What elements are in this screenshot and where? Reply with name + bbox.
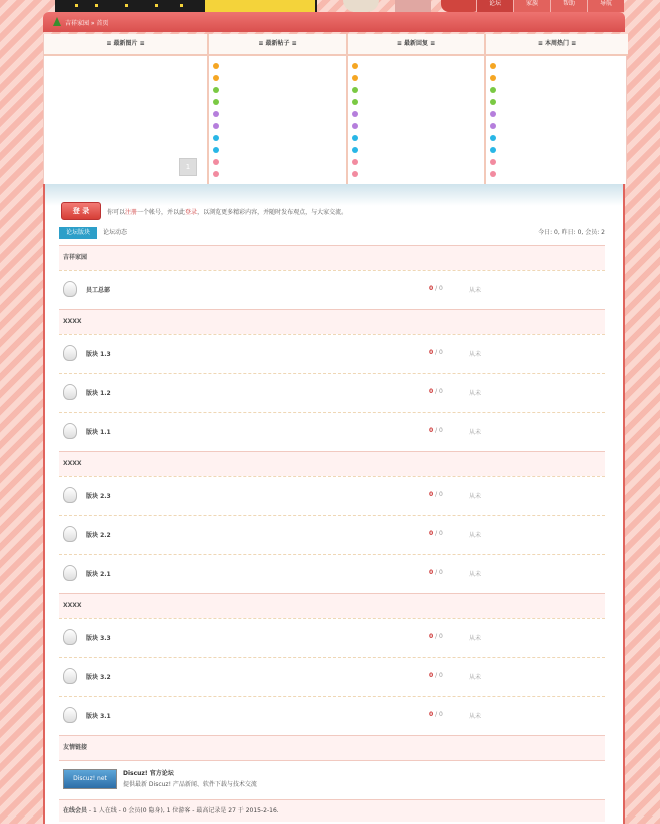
forum-counts: 0 / 0: [429, 285, 443, 292]
forum-counts: 0 / 0: [429, 711, 443, 718]
list-item[interactable]: [490, 60, 628, 72]
forum-tabs: [59, 227, 605, 241]
online-members: [59, 799, 605, 822]
forum-last-post: 从未: [469, 571, 482, 578]
list-item[interactable]: [213, 108, 346, 120]
forum-name[interactable]: 员工总部: [86, 287, 111, 294]
column-latest-posts: [209, 34, 348, 184]
online-label[interactable]: 在线会员: [63, 807, 88, 814]
forum-last-post: 从未: [469, 429, 482, 436]
list-item[interactable]: [490, 120, 628, 132]
list-item[interactable]: [490, 72, 628, 84]
list-item[interactable]: [490, 108, 628, 120]
bullet-list: [348, 56, 484, 180]
bullet-icon: [352, 75, 358, 81]
bullet-icon: [352, 87, 358, 93]
forum-name[interactable]: 版块 1.3: [86, 351, 111, 358]
column-title: ≡ 本周热门 ≡: [486, 34, 628, 56]
bullet-icon: [490, 123, 496, 129]
forum-icon: [63, 281, 77, 297]
notice-text: 一个帐号，并以此: [137, 209, 186, 216]
forum-icon: [63, 345, 77, 361]
forum-counts: 0 / 0: [429, 427, 443, 434]
forum-counts: 0 / 0: [429, 633, 443, 640]
column-latest-replies: [348, 34, 486, 184]
forum-name[interactable]: 版块 3.1: [86, 713, 111, 720]
forum-name[interactable]: 版块 3.3: [86, 635, 111, 642]
topnav-forum[interactable]: 论坛: [476, 0, 513, 12]
link-description: 提供最新 Discuz! 产品新闻、软件下载与技术交流: [123, 781, 257, 788]
bullet-icon: [213, 147, 219, 153]
bullet-icon: [352, 99, 358, 105]
online-text: - 1 人在线 - 0 会员(0 隐身), 1 位游客 - 最高记录是 27 于 2015-2-16.: [87, 807, 279, 814]
list-item[interactable]: [352, 108, 484, 120]
forum-row[interactable]: [59, 657, 605, 696]
bullet-icon: [213, 99, 219, 105]
breadcrumb[interactable]: 吉祥家园 » 首页: [65, 20, 109, 27]
list-item[interactable]: [352, 72, 484, 84]
column-weekly-hot: [486, 34, 628, 184]
bullet-icon: [352, 135, 358, 141]
list-item[interactable]: [490, 168, 628, 180]
list-item[interactable]: [490, 144, 628, 156]
forum-name[interactable]: 版块 2.2: [86, 532, 111, 539]
bullet-icon: [213, 171, 219, 177]
list-item[interactable]: [352, 84, 484, 96]
list-item[interactable]: [213, 120, 346, 132]
list-item[interactable]: [352, 132, 484, 144]
banner-ornament: [395, 0, 431, 12]
forum-name[interactable]: 版块 3.2: [86, 674, 111, 681]
link-name[interactable]: Discuz! 官方论坛: [123, 770, 174, 777]
register-link[interactable]: 注册: [125, 209, 138, 216]
forum-icon: [63, 565, 77, 581]
forum-counts: 0 / 0: [429, 491, 443, 498]
breadcrumb-bar: [43, 12, 625, 32]
category-header[interactable]: XXXX: [59, 593, 605, 618]
list-item[interactable]: [490, 84, 628, 96]
top-navigation: [476, 0, 624, 12]
notice-text: ，以浏览更多精彩内容，并随时发布观点，与大家交流。: [197, 209, 348, 216]
list-item[interactable]: [213, 84, 346, 96]
list-item[interactable]: [213, 72, 346, 84]
banner-skyline-art: [55, 0, 317, 12]
snow-decoration: [45, 184, 623, 206]
forum-row[interactable]: [59, 515, 605, 554]
site-stats: 今日: 0, 昨日: 0, 会员: 2: [538, 229, 605, 236]
forum-list: [59, 245, 605, 822]
list-item[interactable]: [490, 96, 628, 108]
category-header[interactable]: XXXX: [59, 451, 605, 476]
forum-icon: [63, 526, 77, 542]
bullet-list: [486, 56, 628, 180]
forum-main: [43, 184, 625, 824]
list-item[interactable]: [213, 168, 346, 180]
bullet-icon: [490, 147, 496, 153]
list-item[interactable]: [352, 156, 484, 168]
login-button[interactable]: 登 录: [61, 202, 101, 220]
list-item[interactable]: [352, 96, 484, 108]
column-title: ≡ 最新图片 ≡: [44, 34, 207, 56]
forum-row[interactable]: [59, 334, 605, 373]
christmas-tree-icon: [53, 17, 61, 26]
column-title: ≡ 最新帖子 ≡: [209, 34, 346, 56]
bullet-icon: [213, 135, 219, 141]
list-item[interactable]: [213, 144, 346, 156]
bullet-icon: [490, 111, 496, 117]
forum-icon: [63, 384, 77, 400]
forum-last-post: 从未: [469, 287, 482, 294]
list-item[interactable]: [490, 156, 628, 168]
list-item[interactable]: [213, 96, 346, 108]
forum-name[interactable]: 版块 2.1: [86, 571, 111, 578]
forum-row[interactable]: [59, 696, 605, 735]
forum-icon: [63, 423, 77, 439]
list-item[interactable]: [213, 60, 346, 72]
login-link[interactable]: 登录: [185, 209, 198, 216]
bullet-icon: [213, 159, 219, 165]
forum-last-post: 从未: [469, 390, 482, 397]
list-item[interactable]: [352, 120, 484, 132]
forum-row[interactable]: [59, 476, 605, 515]
forum-row[interactable]: [59, 618, 605, 657]
forum-icon: [63, 668, 77, 684]
bullet-icon: [490, 75, 496, 81]
forum-name[interactable]: 版块 1.2: [86, 390, 111, 397]
forum-icon: [63, 487, 77, 503]
notice-text: 你可以: [107, 209, 126, 216]
forum-icon: [63, 707, 77, 723]
forum-row[interactable]: [59, 373, 605, 412]
forum-last-post: 从未: [469, 713, 482, 720]
forum-name[interactable]: 版块 1.1: [86, 429, 111, 436]
forum-name[interactable]: 版块 2.3: [86, 493, 111, 500]
bullet-icon: [213, 111, 219, 117]
list-item[interactable]: [352, 168, 484, 180]
forum-last-post: 从未: [469, 674, 482, 681]
forum-counts: 0 / 0: [429, 530, 443, 537]
bullet-icon: [352, 159, 358, 165]
list-item[interactable]: [352, 144, 484, 156]
category-header[interactable]: XXXX: [59, 309, 605, 334]
bullet-icon: [352, 111, 358, 117]
forum-row[interactable]: [59, 270, 605, 309]
tab-forum-sections[interactable]: 论坛版块: [59, 227, 97, 239]
list-item[interactable]: [490, 132, 628, 144]
bullet-icon: [213, 63, 219, 69]
discuz-logo[interactable]: Discuz! net: [63, 769, 117, 789]
bullet-icon: [490, 171, 496, 177]
bullet-icon: [213, 75, 219, 81]
banner-ornament: [343, 0, 379, 12]
bullet-list: [209, 56, 346, 180]
banner-gift-art: [441, 0, 481, 12]
bullet-icon: [352, 147, 358, 153]
forum-last-post: 从未: [469, 635, 482, 642]
column-latest-images: [44, 34, 209, 184]
list-item[interactable]: [213, 132, 346, 144]
links-header: 友情链接: [59, 735, 605, 760]
bullet-icon: [352, 123, 358, 129]
link-row[interactable]: [59, 760, 605, 799]
forum-last-post: 从未: [469, 532, 482, 539]
bullet-icon: [490, 87, 496, 93]
topnav-family[interactable]: 家族: [513, 0, 550, 12]
forum-counts: 0 / 0: [429, 388, 443, 395]
portal-columns: [43, 34, 627, 184]
forum-counts: 0 / 0: [429, 672, 443, 679]
bullet-icon: [352, 63, 358, 69]
forum-icon: [63, 629, 77, 645]
bullet-icon: [490, 99, 496, 105]
forum-last-post: 从未: [469, 351, 482, 358]
topnav-guide[interactable]: 导航: [587, 0, 624, 12]
bullet-icon: [490, 159, 496, 165]
forum-row[interactable]: [59, 412, 605, 451]
register-notice: [107, 207, 347, 216]
bullet-icon: [490, 63, 496, 69]
bullet-icon: [213, 123, 219, 129]
forum-last-post: 从未: [469, 493, 482, 500]
topnav-help[interactable]: 帮助: [550, 0, 587, 12]
forum-counts: 0 / 0: [429, 349, 443, 356]
column-title: ≡ 最新回复 ≡: [348, 34, 484, 56]
bullet-icon: [213, 87, 219, 93]
bullet-icon: [490, 135, 496, 141]
bullet-icon: [352, 171, 358, 177]
list-item[interactable]: [213, 156, 346, 168]
forum-counts: 0 / 0: [429, 569, 443, 576]
image-pager-button[interactable]: 1: [179, 158, 197, 176]
list-item[interactable]: [352, 60, 484, 72]
category-header[interactable]: 吉祥家园: [59, 245, 605, 270]
tab-forum-activity[interactable]: 论坛动态: [103, 229, 128, 236]
forum-row[interactable]: [59, 554, 605, 593]
